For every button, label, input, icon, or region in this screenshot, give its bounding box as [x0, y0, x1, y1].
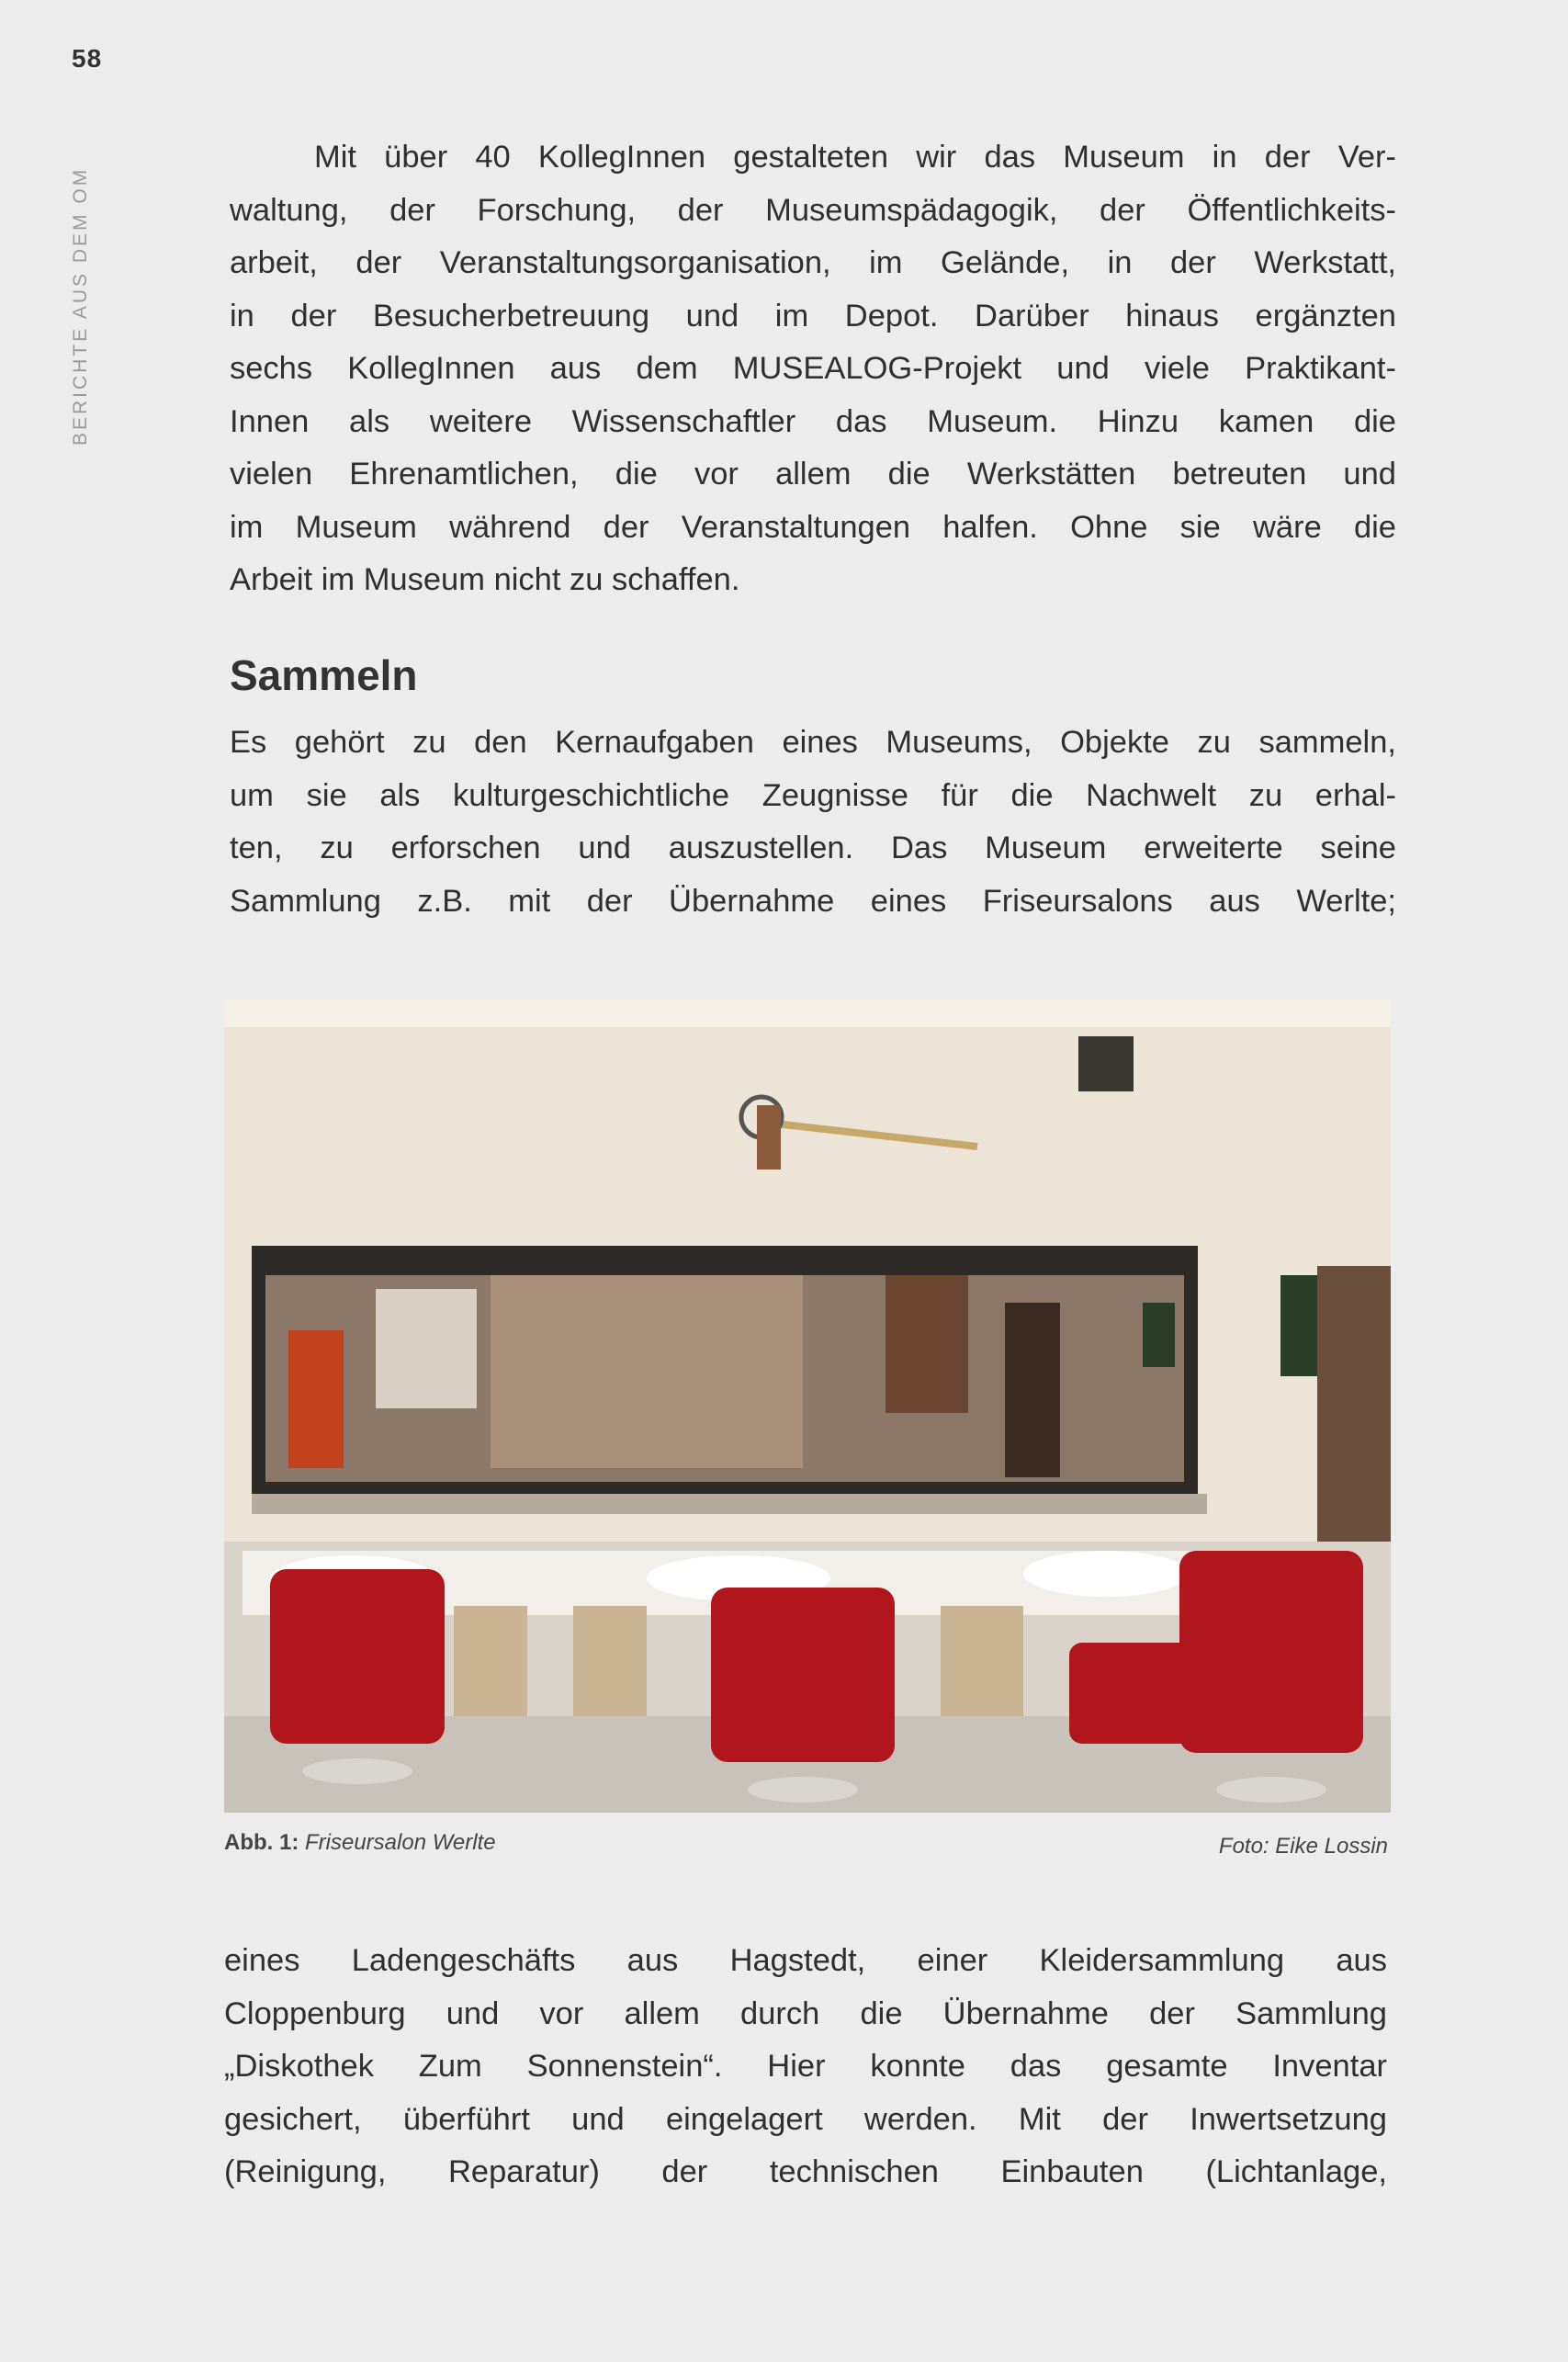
text-line: ten, zu erforschen und auszustellen. Das Museum erweiterte seine: [230, 831, 1396, 865]
text-line: Mit über 40 KollegInnen gestalteten wir das Museum in der Ver-: [314, 140, 1396, 175]
photo-credit: Foto: Eike Lossin: [1218, 1834, 1388, 1859]
paragraph-staff: [230, 131, 1396, 607]
text-line: Es gehört zu den Kernaufgaben eines Museums, Objekte zu sammeln,: [230, 725, 1396, 760]
text-line: (Reinigung, Reparatur) der technischen Einbauten (Lichtanlage,: [224, 2154, 1387, 2189]
section-heading: Sammeln: [230, 651, 418, 699]
paragraph-collection-additions: [224, 1935, 1387, 2199]
text-line: eines Ladengeschäfts aus Hagstedt, einer Kleidersammlung aus: [224, 1943, 1387, 1978]
running-head: BERICHTE AUS DEM OM: [70, 166, 91, 446]
text-line: Sammlung z.B. mit der Übernahme eines Friseursalons aus Werlte;: [230, 883, 1396, 919]
text-line: Innen als weitere Wissenschaftler das Museum. Hinzu kamen die: [230, 403, 1396, 439]
figure-label: Abb. 1:: [224, 1830, 299, 1855]
text-line: waltung, der Forschung, der Museumspädagogik, der Öffentlichkeits-: [230, 192, 1396, 228]
text-line: sechs KollegInnen aus dem MUSEALOG-Projekt und viele Praktikant-: [230, 351, 1396, 386]
figure-caption-text: Friseursalon Werlte: [305, 1830, 496, 1855]
text-line: Arbeit im Museum nicht zu schaffen.: [230, 562, 740, 597]
page-number: 58: [72, 44, 103, 73]
paragraph-collecting: [230, 717, 1396, 928]
figure-caption: [224, 1830, 496, 1856]
text-line: arbeit, der Veranstaltungsorganisation, im Gelände, in der Werkstatt,: [230, 245, 1396, 280]
text-line: gesichert, überführt und eingelagert werden. Mit der Inwertsetzung: [224, 2101, 1387, 2137]
text-line: „Diskothek Zum Sonnenstein“. Hier konnte das gesamte Inventar: [224, 2049, 1387, 2084]
text-line: vielen Ehrenamtlichen, die vor allem die Werkstätten betreuten und: [230, 457, 1396, 492]
text-line: im Museum während der Veranstaltungen halfen. Ohne sie wäre die: [230, 509, 1396, 545]
text-line: um sie als kulturgeschichtliche Zeugnisse für die Nachwelt zu erhal-: [230, 777, 1396, 813]
text-line: in der Besucherbetreuung und im Depot. Darüber hinaus ergänzten: [230, 298, 1396, 333]
barbershop-illustration: [224, 1000, 1391, 1813]
figure-photo-barbershop: [224, 1000, 1391, 1813]
text-line: Cloppenburg und vor allem durch die Übernahme der Sammlung: [224, 1995, 1387, 2031]
